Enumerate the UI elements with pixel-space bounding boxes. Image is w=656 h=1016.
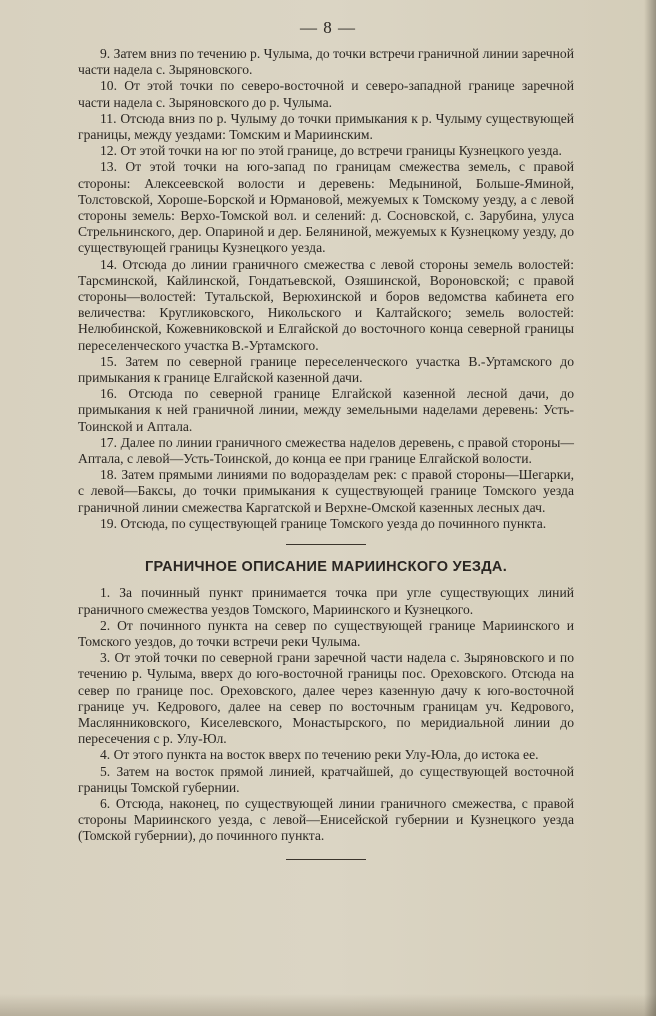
paragraph: 16. Отсюда по северной границе Елгайской казенной лесной дачи, до примыкания к ней граничной линии, между земельными наделами деревень: Усть-Тоинской и Аптала. xyxy=(78,386,574,434)
paragraph: 3. От этой точки по северной грани заречной части надела с. Зыряновского и по течению р. Чулыма, вверх до юго-восточной границы пос. Ореховского. Отсюда на север по границе пос. Ореховского, далее через казенную дачу к юго-восточной границе уч. Кедрового, далее на север по восточным границам уч. Кедрового, Маслянниковского, Киселевского, Монастырского, по меридиальной линии до пересечения с р. Улу-Юл. xyxy=(78,650,574,747)
paragraph: 10. От этой точки по северо-восточной и северо-западной границе заречной части надела с. Зыряновского до р. Чулыма. xyxy=(78,78,574,110)
paragraph: 5. Затем на восток прямой линией, кратчайшей, до существующей восточной границы Томской губернии. xyxy=(78,763,574,795)
page-bottom-edge xyxy=(0,994,656,1016)
paragraph: 9. Затем вниз по течению р. Чулыма, до точки встречи граничной линии заречной части надела с. Зыряновского. xyxy=(78,46,574,78)
paragraph: 13. От этой точки на юго-запад по границам смежества земель, с правой стороны: Алексеевской волости и деревень: Медыниной, Больше-Яминой, Толстовской, Хороше-Борской и Юрмановой, межуемых к Томскому уезду, а с левой стороны земель: Верхо-Томской вол. и селений: д. Сосновской, с. Зарубина, улуса Стрельнинского, дер. Опариной и дер. Беляниной, межуемых к Кузнецкому уезду, до существующей границы Кузнецкого уезда. xyxy=(78,159,574,256)
paragraph: 2. От починного пункта на север по существующей границе Мариинского и Томского уездов, до точки встречи реки Чулыма. xyxy=(78,617,574,649)
paragraph: 15. Затем по северной границе переселенческого участка В.-Уртамского до примыкания к границе Елгайской казенной дачи. xyxy=(78,353,574,386)
section-divider xyxy=(286,544,366,545)
paragraph: 1. За починный пункт принимается точка при угле существующих линий граничного смежества уездов Томского, Мариинского и Кузнецкого. xyxy=(78,585,574,617)
paragraph: 19. Отсюда, по существующей границе Томского уезда до починного пункта. xyxy=(100,515,547,531)
paragraph: 6. Отсюда, наконец, по существующей линии граничного смежества, с правой стороны Мариинского уезда, с левой—Енисейской губернии и Кузнецкого уезда (Томской губернии), до починного пункта. xyxy=(78,795,574,844)
paragraph: 14. Отсюда до линии граничного смежества с левой стороны земель волостей: Тарсминской, Кайлинской, Гондатьевской, Озяшинской, Вороновской; с правой стороны—волостей: Тутальской, Верюхинской и боров ведомства кабинета его величества: Кругликовского, Никольского и Калтайского; земель волостей: Нелюбинской, Кожевниковской и Елгайской до восточного конца северной границы переселенческого участка В.-Уртамского. xyxy=(78,256,574,353)
paragraph: 4. От этого пункта на восток вверх по течению реки Улу-Юла, до истока ее. xyxy=(100,747,539,763)
page-number: — 8 — xyxy=(300,18,356,37)
paragraph: 18. Затем прямыми линиями по водоразделам рек: с правой стороны—Шегарки, с левой—Баксы, до точки примыкания к существующей границе Томского уезда граничной линии смежества Каргатской и Верхне-Омской казенных лесных дач. xyxy=(78,467,574,515)
page-content xyxy=(78,46,574,860)
section-mariinsk xyxy=(78,585,574,844)
section-title: ГРАНИЧНОЕ ОПИСАНИЕ МАРИИНСКОГО УЕЗДА. xyxy=(144,559,508,576)
section-tomsk-continuation xyxy=(78,46,574,532)
paragraph: 12. От этой точки на юг по этой границе, до встречи границы Кузнецкого уезда. xyxy=(100,143,562,159)
paragraph: 11. Отсюда вниз по р. Чулыму до точки примыкания к р. Чулыму существующей границы, между уездами: Томским и Мариинским. xyxy=(78,110,574,143)
paragraph: 17. Далее по линии граничного смежества наделов деревень, с правой стороны—Аптала, с левой—Усть-Тоинской, до конца ее при границе Елгайской волости. xyxy=(78,434,574,467)
end-divider xyxy=(286,859,366,860)
